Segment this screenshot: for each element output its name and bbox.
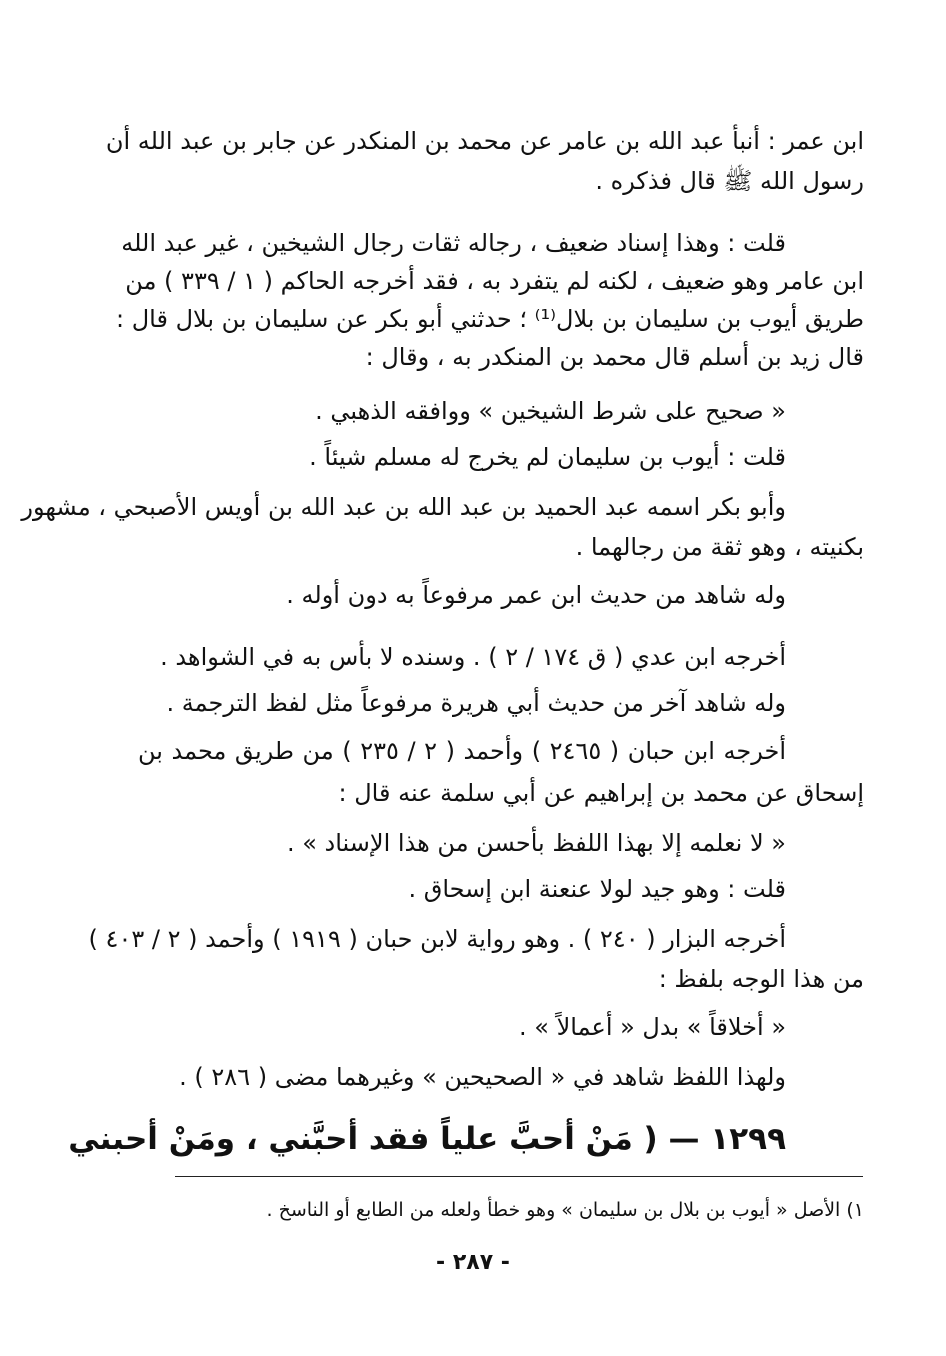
text-line: من هذا الوجه بلفظ : bbox=[658, 965, 864, 993]
hadith-heading: ١٢٩٩ — ( مَنْ أحبَّ علياً فقد أحبَّني ، ومَنْ أحبني bbox=[68, 1121, 786, 1157]
text-line: قلت : أيوب بن سليمان لم يخرج له مسلم شيئاً . bbox=[309, 443, 786, 471]
text-line: أخرجه ابن حبان ( ٢٤٦٥ ) وأحمد ( ٢ / ٢٣٥ ) من طريق محمد بن bbox=[138, 737, 786, 765]
text-line: قلت : وهو جيد لولا عنعنة ابن إسحاق . bbox=[408, 875, 786, 903]
text-line: قال زيد بن أسلم قال محمد بن المنكدر به ، وقال : bbox=[365, 343, 864, 371]
text-line: إسحاق عن محمد بن إبراهيم عن أبي سلمة عنه قال : bbox=[338, 779, 864, 807]
text-line: قلت : وهذا إسناد ضعيف ، رجاله ثقات رجال الشيخين ، غير عبد الله bbox=[121, 229, 786, 257]
text-line: ابن عامر وهو ضعيف ، لكنه لم يتفرد به ، فقد أخرجه الحاكم ( ١ / ٣٣٩ ) من bbox=[125, 267, 864, 295]
text-line: وأبو بكر اسمه عبد الحميد بن عبد الله بن عبد الله بن أويس الأصبحي ، مشهور bbox=[21, 493, 786, 521]
page-number: - ٢٨٧ - bbox=[436, 1250, 510, 1275]
text-line: أخرجه البزار ( ٢٤٠ ) . وهو رواية لابن حبان ( ١٩١٩ ) وأحمد ( ٢ / ٤٠٣ ) bbox=[88, 925, 786, 953]
text-line: « لا نعلمه إلا بهذا اللفظ بأحسن من هذا الإسناد » . bbox=[286, 829, 786, 857]
text-line: بكنيته ، وهو ثقة من رجالهما . bbox=[575, 533, 864, 561]
footnote: ١) الأصل « أيوب بن بلال بن سليمان » وهو خطأ ولعله من الطابع أو الناسخ . bbox=[266, 1199, 864, 1221]
text-line: وله شاهد من حديث ابن عمر مرفوعاً به دون أوله . bbox=[286, 581, 786, 609]
text-line: طريق أيوب بن سليمان بن بلال⁽¹⁾ ؛ حدثني أبو بكر عن سليمان بن بلال قال : bbox=[116, 305, 864, 333]
text-line: وله شاهد آخر من حديث أبي هريرة مرفوعاً مثل لفظ الترجمة . bbox=[166, 689, 786, 717]
text-line: ولهذا اللفظ شاهد في « الصحيحين » وغيرهما مضى ( ٢٨٦ ) . bbox=[179, 1063, 786, 1091]
footnote-divider bbox=[175, 1176, 863, 1177]
text-line: « صحيح على شرط الشيخين » ووافقه الذهبي . bbox=[315, 397, 786, 425]
text-line: « أخلاقاً » بدل « أعمالاً » . bbox=[519, 1013, 786, 1041]
text-line: رسول الله ﷺ قال فذكره . bbox=[595, 167, 864, 195]
text-line: ابن عمر : أنبأ عبد الله بن عامر عن محمد بن المنكدر عن جابر بن عبد الله أن bbox=[105, 127, 864, 155]
text-line: أخرجه ابن عدي ( ق ١٧٤ / ٢ ) . وسنده لا بأس به في الشواهد . bbox=[160, 643, 786, 671]
